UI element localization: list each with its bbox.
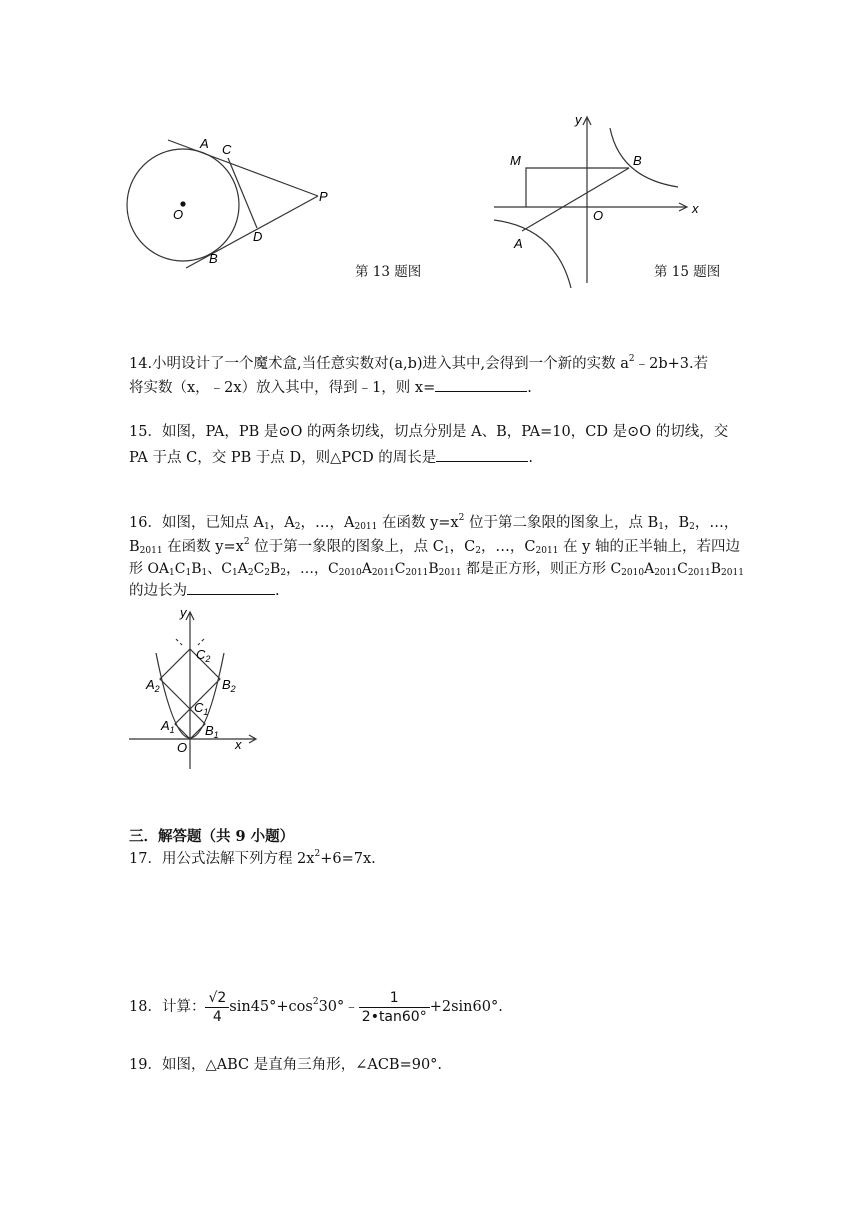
label-b1: $B_1$ <box>205 723 219 740</box>
label-o: O <box>173 207 184 222</box>
label-x: x <box>235 737 242 752</box>
fraction-sqrt2-over-4: $\frac{√2}{4}$ <box>205 989 229 1026</box>
label-b: B <box>633 153 642 168</box>
hyperbola-third-quadrant <box>494 220 571 288</box>
label-c: C <box>222 142 232 157</box>
label-b2: $B_2$ <box>222 677 236 694</box>
answer-blank-16[interactable] <box>187 580 275 595</box>
section-3-title: 三．解答题（共 9 小题） <box>129 828 295 845</box>
center-o-dot <box>180 201 185 206</box>
hyperbola-first-quadrant <box>610 128 678 187</box>
question-16-line-2: $B_{2011}$ 在函数 $y=x^2$ 位于第一象限的图象上，点 $C_1$，$C_2$，…，$C_{2011}$ 在 y 轴的正半轴上，若四边 <box>129 537 740 556</box>
label-a: A <box>200 136 209 151</box>
question-18: 18．计算： $\frac{√2}{4}$ $\sin 45^\circ+\cos^230^\circ﹣$ $\frac{1}{2•\tan 60^\circ}$ +2sin60°. <box>129 989 503 1025</box>
figure-15-caption: 第 15 题图 <box>654 264 721 280</box>
label-m: M <box>510 153 521 168</box>
figure-13-diagram <box>118 128 348 278</box>
dashed-extension-right <box>198 639 204 645</box>
question-15-line-1: 15．如图，PA，PB 是⊙O 的两条切线，切点分别是 A、B，PA=10，CD 是⊙O 的切线，交 <box>129 424 729 440</box>
dashed-extension-left <box>176 639 182 645</box>
question-14-line-2: 将实数（x，﹣2x）放入其中，得到﹣1，则 x= . <box>129 377 532 399</box>
label-b: B <box>209 251 218 266</box>
label-p: P <box>319 189 328 204</box>
label-o: O <box>177 740 188 755</box>
label-a: A <box>514 236 523 251</box>
label-d: D <box>253 229 263 244</box>
tangent-cd <box>228 158 257 228</box>
label-c2: $C_2$ <box>196 647 211 664</box>
question-16-line-4: 的边长为 . <box>129 580 280 602</box>
label-a1: $A_1$ <box>161 718 175 735</box>
label-x: x <box>692 201 699 216</box>
figure-13-caption: 第 13 题图 <box>355 264 422 280</box>
question-17: 17．用公式法解下列方程 $2x^2+6=7x$. <box>129 849 376 867</box>
label-y: y <box>575 112 582 127</box>
label-c1: $C_1$ <box>194 700 209 717</box>
segment-ab <box>522 168 629 231</box>
question-14-line-1: 14.小明设计了一个魔术盒,当任意实数对(a,b)进入其中,会得到一个新的实数 $a^2﹣2b+3$.若 <box>129 354 709 372</box>
question-19: 19．如图，△ABC 是直角三角形，∠ACB=90°. <box>129 1057 443 1073</box>
answer-blank-15[interactable] <box>436 447 528 462</box>
tangent-pb <box>186 196 318 268</box>
label-o: O <box>593 208 604 223</box>
question-16-line-1: 16．如图，已知点 $A_1$，$A_2$，…，$A_{2011}$ 在函数 $y=x^2$ 位于第二象限的图象上，点 $B_1$，$B_2$，…， <box>129 513 739 532</box>
figure-16-diagram <box>125 605 265 775</box>
label-y: y <box>180 605 187 620</box>
rectangle-m-b-o <box>526 168 629 207</box>
label-a2: $A_2$ <box>146 677 160 694</box>
tangent-pa <box>168 140 318 196</box>
question-15-line-2: PA 于点 C，交 PB 于点 D，则△PCD 的周长是 . <box>129 447 533 469</box>
answer-blank-14[interactable] <box>435 377 527 392</box>
fraction-1-over-2tan60: $\frac{1}{2•\tan 60^\circ}$ <box>359 989 430 1026</box>
question-16-line-3: 形 $OA_1C_1B_1$、$C_1A_2C_2B_2$，…，$C_{2010}A_{2011}C_{2011}B_{2011}$ 都是正方形，则正方形 $C_{2010}A_{2011}C_{2011}B_{2011}$ <box>129 561 744 578</box>
